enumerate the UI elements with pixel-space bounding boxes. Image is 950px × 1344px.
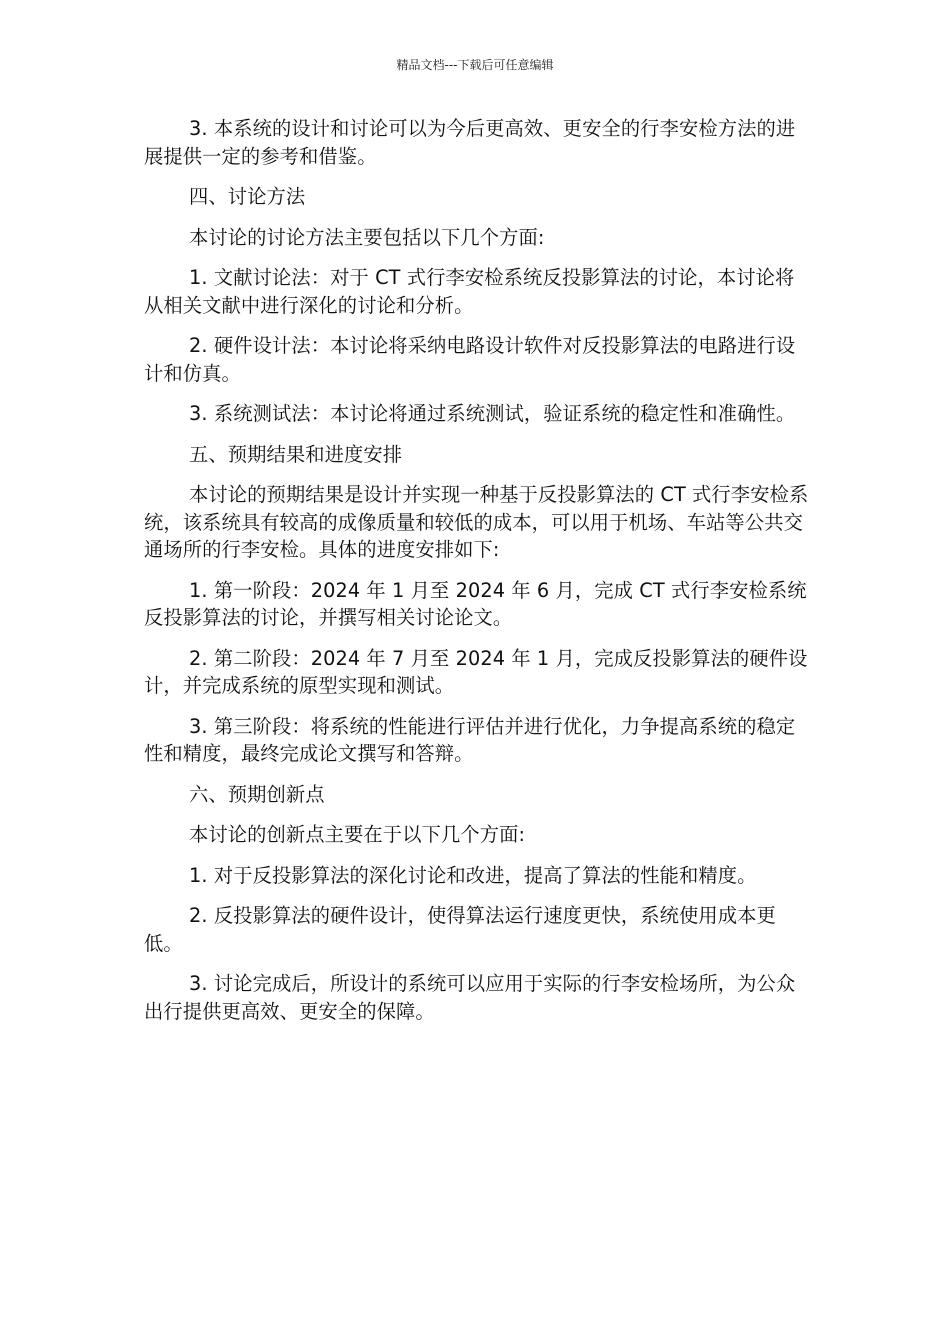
list-item-literature-method: 1. 文献讨论法：对于 CT 式行李安检系统反投影算法的讨论，本讨论将从相关文献中进行深化的讨论和分析。 [144,266,795,317]
paragraph-reference-value: 3. 本系统的设计和讨论可以为今后更高效、更安全的行李安检方法的进展提供一定的参考和借鉴。 [144,117,796,168]
list-item-phase-three: 3. 第三阶段：将系统的性能进行评估并进行优化，力争提高系统的稳定性和精度，最终完成论文撰写和答辩。 [144,714,796,765]
list-item-innovation-algorithm: 1. 对于反投影算法的深化讨论和改进，提高了算法的性能和精度。 [189,863,757,887]
list-item-innovation-hardware: 2. 反投影算法的硬件设计，使得算法运行速度更快，系统使用成本更低。 [144,904,776,955]
list-item-testing-method: 3. 系统测试法：本讨论将通过系统测试，验证系统的稳定性和准确性。 [189,402,796,425]
list-item-innovation-application: 3. 讨论完成后，所设计的系统可以应用于实际的行李安检场所，为公众出行提供更高效、更安全的保障。 [144,972,796,1023]
list-item-phase-one: 1. 第一阶段：2024 年 1 月至 2024 年 6 月，完成 CT 式行李安检系统反投影算法的讨论，并撰写相关讨论论文。 [144,578,807,629]
list-item-hardware-method: 2. 硬件设计法：本讨论将采纳电路设计软件对反投影算法的电路进行设计和仿真。 [144,334,796,385]
section-heading-methods: 四、讨论方法 [189,185,306,208]
section-heading-innovations: 六、预期创新点 [189,782,325,806]
document-body [144,115,812,1038]
list-item-phase-two: 2. 第二阶段：2024 年 7 月至 2024 年 1 月，完成反投影算法的硬件设计，并完成系统的原型实现和测试。 [144,646,808,697]
section-heading-results-schedule: 五、预期结果和进度安排 [189,442,403,466]
paragraph-methods-intro: 本讨论的讨论方法主要包括以下几个方面: [189,225,545,249]
paragraph-expected-results: 本讨论的预期结果是设计并实现一种基于反投影算法的 CT 式行李安检系统，该系统具有较高的成像质量和较低的成本，可以用于机场、车站等公共交通场所的行李安检。具体的进度安排如下: [144,483,809,561]
paragraph-innovations-intro: 本讨论的创新点主要在于以下几个方面: [189,823,526,846]
page-header: 精品文档---下载后可任意编辑 [396,58,554,72]
